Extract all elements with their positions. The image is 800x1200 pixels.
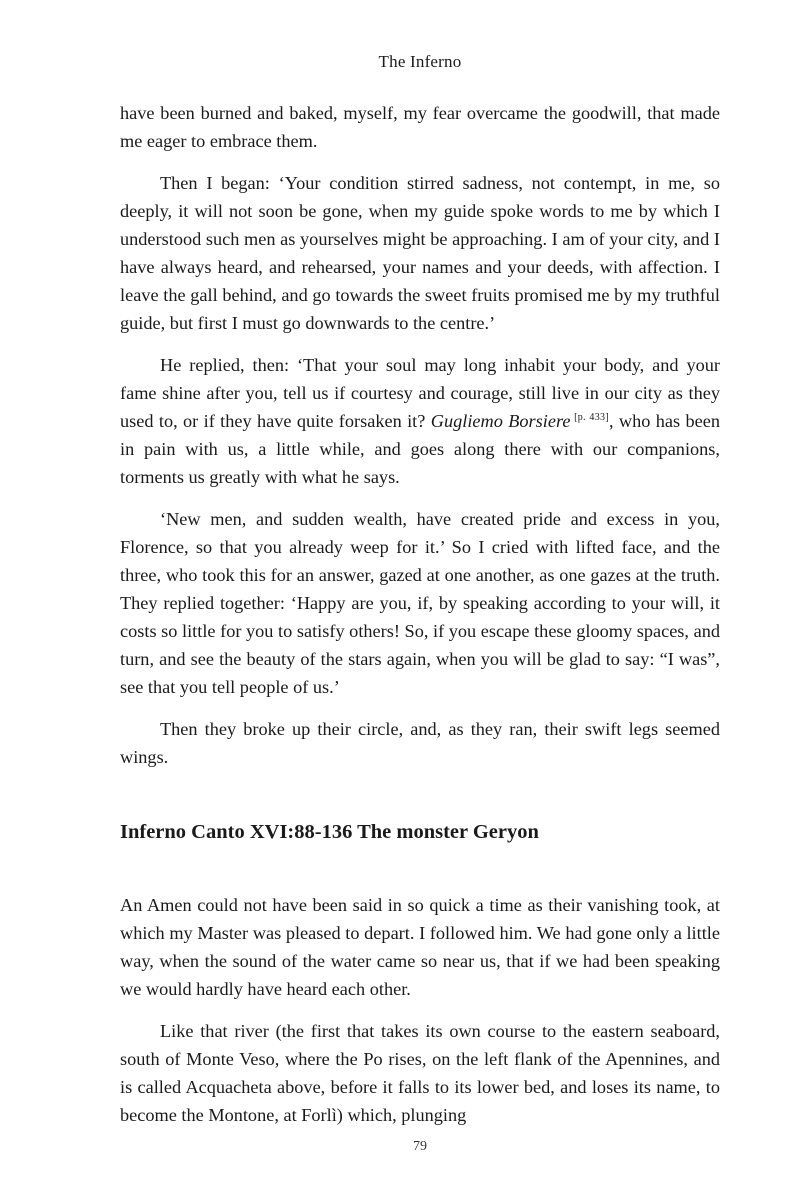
running-title: The Inferno (378, 52, 462, 71)
page-number: 79 (413, 1139, 427, 1154)
paragraph: Like that river (the first that takes its own course to the eastern seaboard, south of Monte Veso, where the Po rises, on the left flank of the Apennines, and is called Acquacheta above, before it falls to its lower bed, and loses its name, to become the Montone, at Forlì) which, plunging (120, 1021, 720, 1125)
section-heading: Inferno Canto XVI:88-136 The monster Geryon (120, 821, 539, 843)
paragraph-text-after: , who has been in pain with us, a little while, and goes along there with our companions, torments us greatly with what he says. (120, 411, 720, 487)
paragraph-continued: have been burned and baked, myself, my fear overcame the goodwill, that made me eager to embrace them. (120, 103, 720, 151)
paragraph-text-before: He replied, then: ‘That your soul may long inhabit your body, and your fame shine after you, tell us if courtesy and courage, still live in our city as they used to, or if they have quite forsaken it? (120, 355, 720, 431)
paragraph: ‘New men, and sudden wealth, have created pride and excess in you, Florence, so that you already weep for it.’ So I cried with lifted face, and the three, who took this for an answer, gazed at one another, as one gazes at the truth. They replied together: ‘Happy are you, if, by speaking according to your will, it costs so little for you to satisfy others! So, if you escape these gloomy spaces, and turn, and see the beauty of the stars again, when you will be glad to say: “I was”, see that you tell people of us.’ (120, 509, 720, 697)
paragraph: Then they broke up their circle, and, as they ran, their swift legs seemed wings. (120, 719, 720, 767)
book-page (120, 0, 720, 1200)
paragraph: An Amen could not have been said in so quick a time as their vanishing took, at which my Master was pleased to depart. I followed him. We had gone only a little way, when the sound of the water came so near us, that if we had been speaking we would hardly have heard each other. (120, 895, 720, 999)
person-name: Gugliemo Borsiere (430, 411, 571, 431)
page-reference-link[interactable]: [p. 433] (570, 412, 609, 423)
paragraph-with-reference (120, 351, 720, 491)
body-text (120, 99, 720, 1143)
paragraph: Then I began: ‘Your condition stirred sadness, not contempt, in me, so deeply, it will not soon be gone, when my guide spoke words to me by which I understood such men as yourselves might be approaching. I am of your city, and I have always heard, and rehearsed, your names and your deeds, with affection. I leave the gall behind, and go towards the sweet fruits promised me by my truthful guide, but first I must go downwards to the centre.’ (120, 173, 720, 333)
